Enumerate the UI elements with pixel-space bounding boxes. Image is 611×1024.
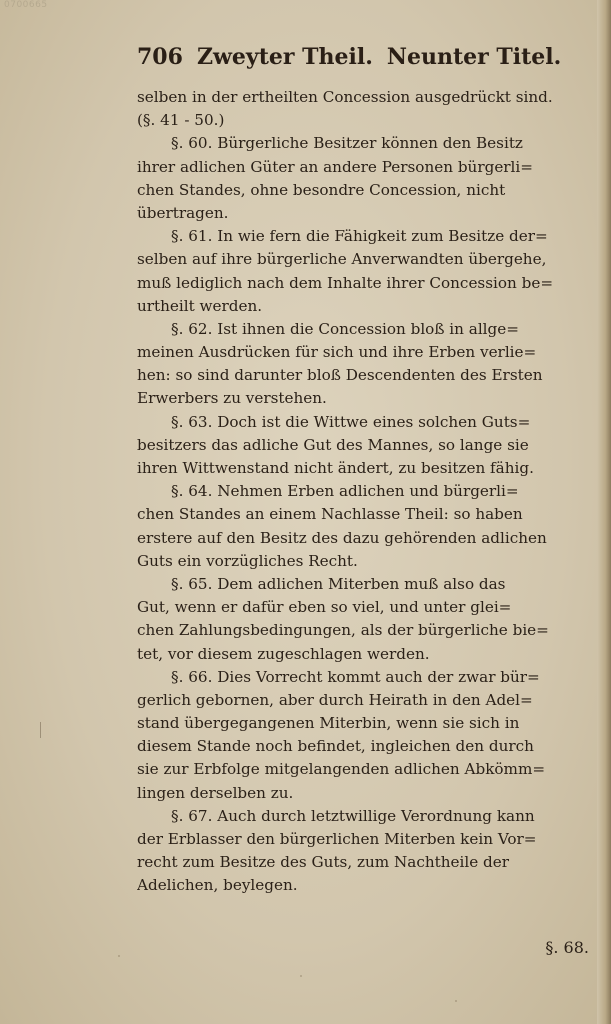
paper-speck — [118, 955, 120, 957]
text-line: sie zur Erbfolge mitgelangenden adlichen Abkömm= — [137, 760, 546, 779]
text-line: §. 61. In wie fern die Fähigkeit zum Besitze der= — [171, 227, 548, 246]
header-part: Zweyter Theil. — [196, 44, 373, 70]
header-title: Neunter Titel. — [386, 44, 562, 70]
text-line: (§. 41 - 50.) — [137, 111, 225, 130]
text-line: meinen Ausdrücken für sich und ihre Erben verlie= — [137, 343, 537, 362]
paper-speck — [300, 975, 302, 977]
text-line: besitzers das adliche Gut des Mannes, so lange sie — [137, 435, 529, 454]
text-line: Guts ein vorzügliches Recht. — [137, 551, 358, 570]
page-number: 706 — [137, 44, 183, 70]
text-line: §. 64. Nehmen Erben adlichen und bürgerli= — [171, 482, 519, 501]
text-line: §. 67. Auch durch letztwillige Verordnung kann — [171, 806, 535, 825]
body-text — [137, 86, 591, 898]
text-line: erstere auf den Besitz des dazu gehörenden adlichen — [137, 528, 547, 547]
page-edge — [597, 0, 611, 1024]
running-header — [137, 44, 587, 70]
text-line: Gut, wenn er dafür eben so viel, und unter glei= — [137, 598, 512, 617]
text-line: der Erblasser den bürgerlichen Miterben kein Vor= — [137, 830, 537, 848]
text-line: chen Zahlungsbedingungen, als der bürgerliche bie= — [137, 621, 549, 640]
scan-id: 0700665 — [4, 0, 48, 10]
paper-speck — [455, 1000, 457, 1002]
text-line: Adelichen, beylegen. — [137, 876, 298, 895]
text-line: lingen derselben zu. — [137, 783, 294, 802]
text-line: übertragen. — [137, 203, 229, 222]
text-line: muß lediglich nach dem Inhalte ihrer Concession be= — [137, 273, 554, 292]
text-line: stand übergegangenen Miterbin, wenn sie sich in — [137, 714, 520, 733]
text-line: ihren Wittwenstand nicht ändert, zu besitzen fähig. — [137, 459, 534, 477]
text-line: chen Standes, ohne besondre Concession, nicht — [137, 180, 506, 199]
text-line: hen: so sind darunter bloß Descendenten des Ersten — [137, 366, 543, 385]
text-line: urtheilt werden. — [137, 296, 263, 315]
text-line: §. 62. Ist ihnen die Concession bloß in allge= — [171, 319, 519, 338]
text-line: diesem Stande noch befindet, ingleichen den durch — [137, 737, 534, 756]
catchword: §. 68. — [545, 938, 589, 957]
text-line: §. 60. Bürgerliche Besitzer können den Besitz — [171, 134, 523, 153]
text-line: §. 63. Doch ist die Wittwe eines solchen Guts= — [171, 412, 531, 431]
text-line: §. 65. Dem adlichen Miterben muß also das — [171, 574, 506, 593]
text-line: recht zum Besitze des Guts, zum Nachtheile der — [137, 853, 510, 872]
text-line: gerlich gebornen, aber durch Heirath in den Adel= — [137, 690, 533, 709]
text-line: tet, vor diesem zugeschlagen werden. — [137, 644, 430, 663]
text-line: §. 66. Dies Vorrecht kommt auch der zwar bür= — [171, 667, 540, 686]
margin-mark — [40, 722, 41, 738]
text-line: selben in der ertheilten Concession ausgedrückt sind. — [137, 88, 553, 106]
text-line: chen Standes an einem Nachlasse Theil: so haben — [137, 505, 523, 524]
text-line: ihrer adlichen Güter an andere Personen bürgerli= — [137, 157, 534, 176]
text-line: Erwerbers zu verstehen. — [137, 389, 327, 408]
text-line: selben auf ihre bürgerliche Anverwandten übergehe, — [137, 250, 547, 269]
